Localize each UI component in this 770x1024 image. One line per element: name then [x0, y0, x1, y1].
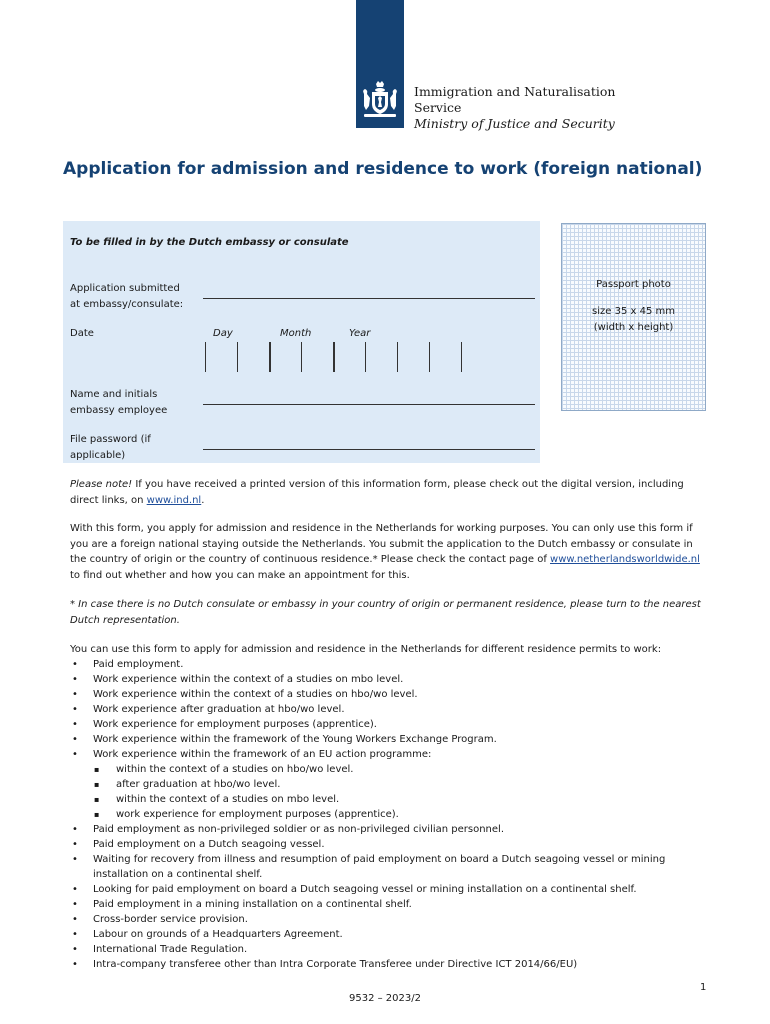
month-digit-1[interactable] [269, 342, 301, 372]
sub-list-item: ▪ within the context of a studies on hbo/wo level. [70, 762, 710, 777]
date-label: Date [70, 328, 94, 339]
submitted-label-line2: at embassy/consulate: [70, 299, 184, 310]
list-item: • Intra-company transferee other than Intra Corporate Transferee under Directive ICT 2014/66/EU) [70, 957, 710, 972]
password-label-line1: File password (if [70, 434, 151, 445]
day-digit-2[interactable] [237, 342, 269, 372]
list-item: • Labour on grounds of a Headquarters Agreement. [70, 927, 710, 942]
list-item: • Looking for paid employment on board a Dutch seagoing vessel or mining installation on a continental shelf. [70, 882, 710, 897]
password-label [70, 432, 151, 464]
month-digit-2[interactable] [301, 342, 333, 372]
list-item: • Paid employment on a Dutch seagoing vessel. [70, 837, 710, 852]
list-item: • Work experience within the framework of an EU action programme: [70, 747, 710, 762]
employee-label-line1: Name and initials [70, 389, 158, 400]
submitted-label-line1: Application submitted [70, 283, 180, 294]
note-text: If you have received a printed version of this information form, please check out the digital version, including direct links, on [70, 479, 684, 506]
password-label-line2: applicable) [70, 450, 126, 461]
note-suffix: . [201, 494, 205, 506]
list-item: • Cross-border service provision. [70, 912, 710, 927]
ind-link[interactable]: www.ind.nl [146, 494, 202, 506]
employee-label-line2: embassy employee [70, 405, 168, 416]
organization-name [414, 84, 615, 132]
photo-size: size 35 x 45 mm [592, 306, 675, 317]
date-box-end [461, 342, 462, 372]
form-code: 9532 – 2023/2 [349, 993, 421, 1004]
embassy-heading: To be filled in by the Dutch embassy or consulate [70, 237, 349, 248]
sub-list-item: ▪ work experience for employment purposes (apprentice). [70, 807, 710, 822]
day-label: Day [213, 328, 233, 339]
year-digit-3[interactable] [397, 342, 429, 372]
list-intro: You can use this form to apply for admission and residence in the Netherlands for different residence permits to work: [70, 644, 662, 655]
submitted-label [70, 281, 183, 313]
ministry-name: Ministry of Justice and Security [414, 116, 615, 131]
page-title: Application for admission and residence to work (foreign national) [63, 159, 703, 179]
footnote: * In case there is no Dutch consulate or embassy in your country of origin or permanent residence, please turn to the nearest Dutch representation. [70, 599, 701, 626]
list-item: • Work experience within the framework of the Young Workers Exchange Program. [70, 732, 710, 747]
list-item: • Work experience for employment purposes (apprentice). [70, 717, 710, 732]
permit-sub-list [70, 762, 710, 822]
list-item: • Work experience within the context of a studies on hbo/wo level. [70, 687, 710, 702]
permit-list [70, 657, 710, 972]
intro-suffix: to find out whether and how you can make an appointment for this. [70, 569, 410, 581]
date-input-boxes[interactable] [205, 342, 462, 372]
netherlandsworldwide-link[interactable]: www.netherlandsworldwide.nl [550, 554, 700, 565]
list-item: • Work experience within the context of a studies on mbo level. [70, 672, 710, 687]
employee-field[interactable] [203, 404, 535, 405]
employee-label [70, 387, 167, 419]
list-item: • International Trade Regulation. [70, 942, 710, 957]
org-line-2: Service [414, 100, 462, 115]
list-item: • Paid employment in a mining installation on a continental shelf. [70, 897, 710, 912]
year-digit-4[interactable] [429, 342, 461, 372]
password-field[interactable] [203, 449, 535, 450]
month-label: Month [280, 328, 312, 339]
permit-list-b [70, 822, 710, 972]
photo-dimensions: (width x height) [593, 322, 674, 333]
intro-text: With this form, you apply for admission and residence in the Netherlands for working purposes. You can only use this form if you are a foreign national staying outside the Netherlands. You submit the application to the Dutch embassy or consulate in the country of origin or the country of continuous residence.* Please check the contact page of [70, 523, 693, 565]
list-item: • Paid employment. [70, 657, 710, 672]
sub-list-item: ▪ after graduation at hbo/wo level. [70, 777, 710, 792]
list-item: • Paid employment as non-privileged soldier or as non-privileged civilian personnel. [70, 822, 710, 837]
photo-label: Passport photo [596, 279, 671, 290]
intro-paragraph [70, 521, 710, 583]
submitted-field[interactable] [203, 298, 535, 299]
year-digit-2[interactable] [365, 342, 397, 372]
list-item: • Work experience after graduation at hbo/wo level. [70, 702, 710, 717]
list-item: • Waiting for recovery from illness and resumption of paid employment on board a Dutch seagoing vessel or mining installation on a continental shelf. [70, 852, 710, 882]
page-number: 1 [700, 982, 707, 993]
royal-crest-icon [358, 80, 402, 120]
org-line-1: Immigration and Naturalisation [414, 84, 616, 99]
sub-list-item: ▪ within the context of a studies on mbo level. [70, 792, 710, 807]
note-paragraph [70, 477, 710, 508]
year-digit-1[interactable] [333, 342, 365, 372]
year-label: Year [349, 328, 371, 339]
note-prefix: Please note! [70, 479, 133, 490]
permit-list-a [70, 657, 710, 762]
day-digit-1[interactable] [205, 342, 237, 372]
